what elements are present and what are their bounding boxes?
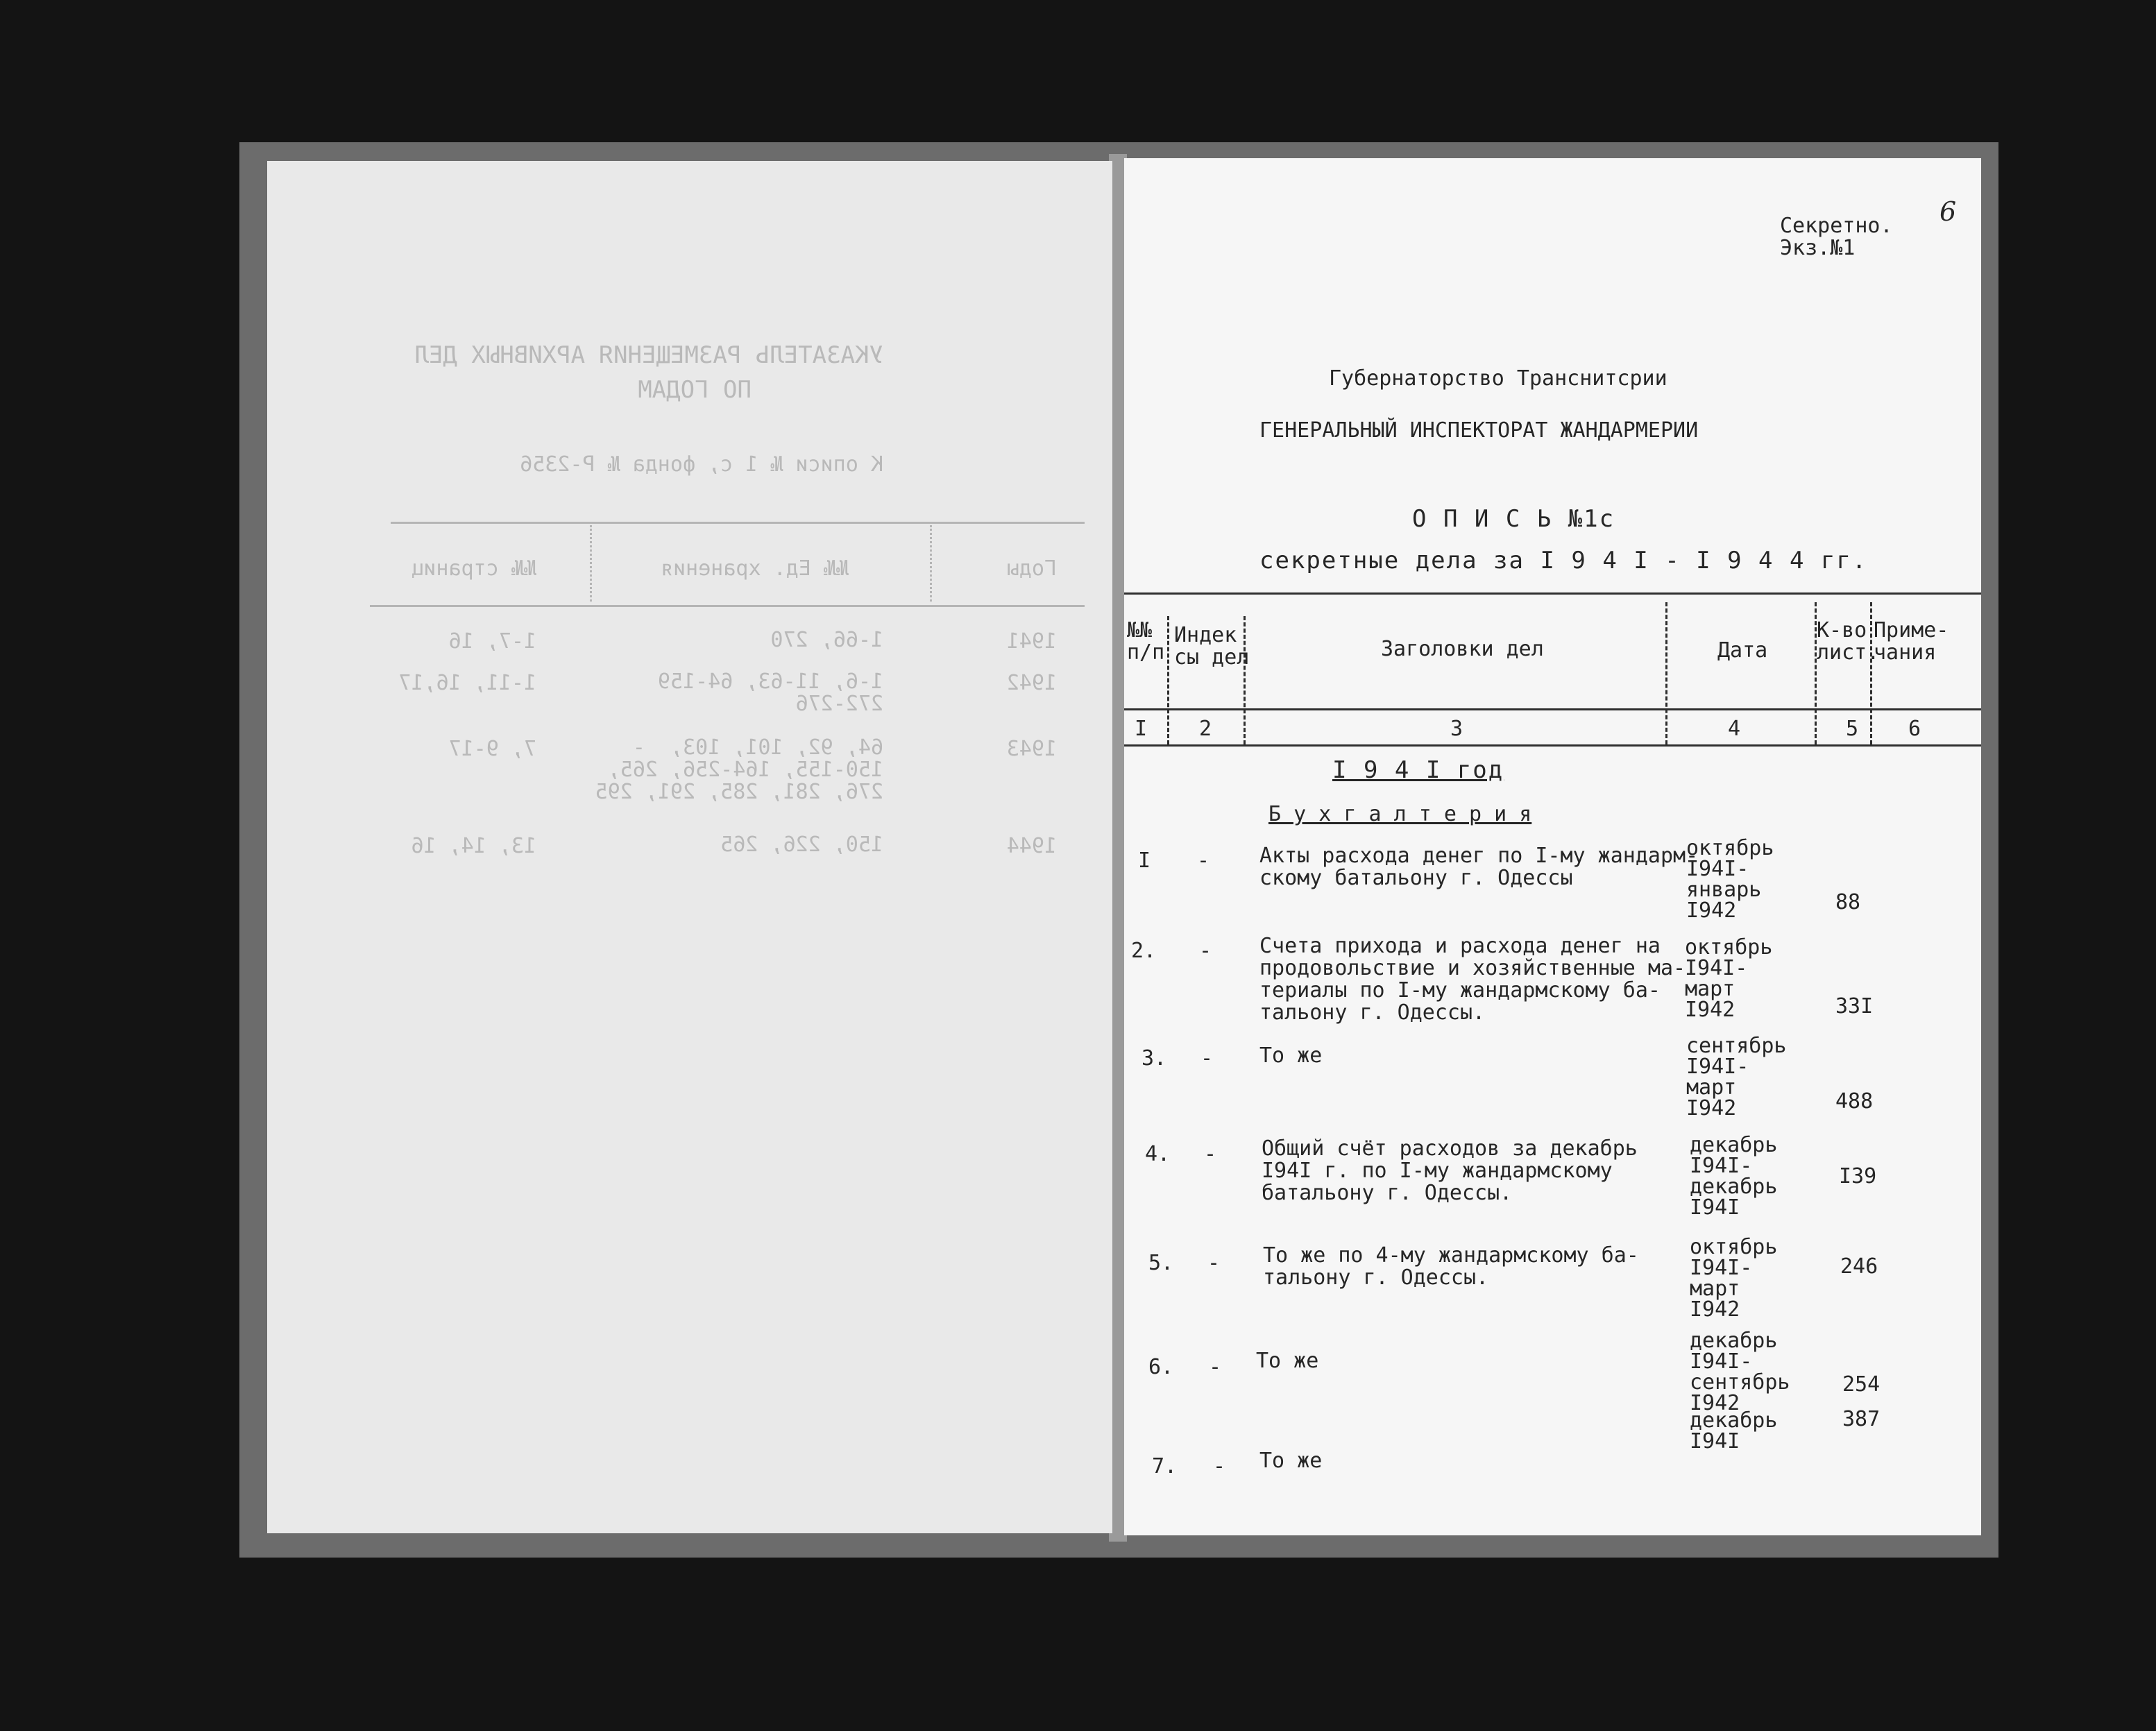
table-top-rule [1124, 592, 1981, 595]
row-year: 1941 [1006, 629, 1057, 654]
col-header-sheets: К-во лист. [1817, 618, 1880, 665]
row-sheets: 88 [1835, 890, 1861, 914]
bleed-through-text [267, 161, 1112, 1533]
row-year: 1944 [1006, 834, 1057, 858]
inventory-title: О П И С Ь №1с [1412, 505, 1615, 533]
row-units: 64, 92, 101, 103, - 150-155, 164-256, 265, 276, 281, 285, 291, 295 [595, 735, 883, 804]
row-title: Акты расхода денег по I-му жандарм- скому батальону г. Одессы [1259, 844, 1699, 890]
col-header-pages: №№ страниц [411, 556, 536, 581]
row-number: 4. [1145, 1142, 1171, 1166]
row-units: 1-6, 11-63, 64-159 272-276 [657, 670, 883, 716]
col-number: 4 [1728, 717, 1741, 741]
row-year: 1943 [1006, 737, 1057, 761]
row-sheets: 246 [1840, 1254, 1878, 1279]
row-title: То же [1259, 1043, 1323, 1068]
inventory-subtitle: секретные дела за I 9 4 I - I 9 4 4 гг. [1259, 547, 1868, 574]
row-index: - [1197, 849, 1210, 873]
row-sheets: I39 [1839, 1164, 1877, 1188]
table-colnum-rule [1124, 744, 1981, 747]
row-date: декабрь I94I- сентябрь I942 [1690, 1329, 1790, 1415]
col-number: 2 [1199, 717, 1212, 741]
row-date: октябрь I94I- март I942 [1685, 935, 1773, 1022]
row-date: декабрь I94I [1690, 1408, 1778, 1453]
column-divider [1665, 602, 1667, 744]
row-title: Общий счёт расходов за декабрь I94I г. по I-му жандармскому батальону г. Одессы. [1262, 1136, 1638, 1205]
secret-stamp: Секретно. [1780, 214, 1893, 238]
row-index: - [1204, 1142, 1217, 1166]
row-title: Счета прихода и расхода денег на продовольствие и хозяйственные ма- териалы по I-му жандармскому ба- тальону г. Одессы. [1259, 934, 1686, 1025]
row-sheets: 254 [1842, 1372, 1881, 1397]
row-pages: 13, 14, 16 [411, 834, 536, 858]
row-date: сентябрь I94I- март I942 [1686, 1034, 1787, 1120]
row-sheets: 387 [1842, 1407, 1881, 1431]
table-header-rule [1124, 708, 1981, 710]
row-index: - [1213, 1454, 1226, 1478]
row-number: 2. [1131, 939, 1157, 963]
col-number: 3 [1450, 717, 1463, 741]
row-index: - [1199, 939, 1212, 963]
organization-name: Губернаторство Транснитсрии [1329, 366, 1667, 391]
page-number: 6 [1939, 196, 1957, 227]
right-page [1124, 158, 1981, 1535]
row-units: 150, 226, 265 [720, 833, 883, 857]
index-reference: К описи № 1 с, фонда № Р-2356 [520, 452, 883, 477]
row-title: То же [1259, 1449, 1323, 1473]
row-pages: 7, 9-17 [448, 737, 536, 761]
section-heading: Б у х г а л т е р и я [1268, 802, 1532, 826]
table-header-rule [370, 605, 1085, 607]
row-year: 1942 [1006, 671, 1057, 695]
column-divider [590, 525, 592, 602]
col-number: I [1135, 717, 1148, 741]
row-units: 1-66, 270 [770, 628, 883, 652]
index-subtitle: ПО ГОДАМ [638, 376, 752, 404]
column-divider [930, 525, 932, 602]
col-header-index: Индек сы дел [1174, 623, 1250, 670]
index-title: УКАЗАТЕЛЬ РАЗМЕЩЕНИЯ АРХИВНЫХ ДЕЛ [414, 341, 883, 369]
copy-number: Экз.№1 [1780, 236, 1856, 260]
col-header-notes: Приме- чания [1874, 618, 1949, 665]
row-title: То же по 4-му жандармскому ба- тальону г. Одессы. [1263, 1243, 1639, 1290]
col-header-title: Заголовки дел [1381, 637, 1544, 661]
year-heading: I 9 4 I год [1332, 756, 1504, 784]
row-pages: 1-7, 16 [448, 629, 536, 654]
left-page [267, 161, 1112, 1533]
row-number: 7. [1152, 1454, 1178, 1478]
col-header-units: №№ Ед. хранения [661, 556, 849, 581]
row-number: 6. [1148, 1355, 1174, 1379]
row-index: - [1200, 1046, 1214, 1071]
organization-department: ГЕНЕРАЛЬНЫЙ ИНСПЕКТОРАТ ЖАНДАРМЕРИИ [1259, 418, 1699, 443]
col-header-date: Дата [1717, 638, 1768, 663]
column-divider [1167, 616, 1169, 744]
row-sheets: 33I [1835, 994, 1874, 1018]
row-pages: 1-11, 16,17 [398, 671, 536, 695]
col-header-number: №№ п/п [1127, 618, 1165, 665]
row-number: 3. [1141, 1046, 1167, 1071]
row-sheets: 488 [1835, 1089, 1874, 1114]
table-top-rule [391, 522, 1085, 524]
row-date: октябрь I94I- январь I942 [1686, 836, 1774, 923]
col-number: 5 [1846, 717, 1859, 741]
row-number: 5. [1148, 1251, 1174, 1275]
row-index: - [1207, 1251, 1221, 1275]
row-index: - [1209, 1355, 1222, 1379]
row-number: I [1138, 849, 1151, 873]
col-header-years: Годы [1006, 556, 1057, 581]
row-date: декабрь I94I- декабрь I94I [1690, 1133, 1778, 1220]
col-number: 6 [1908, 717, 1921, 741]
row-date: октябрь I94I- март I942 [1690, 1235, 1778, 1322]
row-title: То же [1256, 1349, 1319, 1373]
